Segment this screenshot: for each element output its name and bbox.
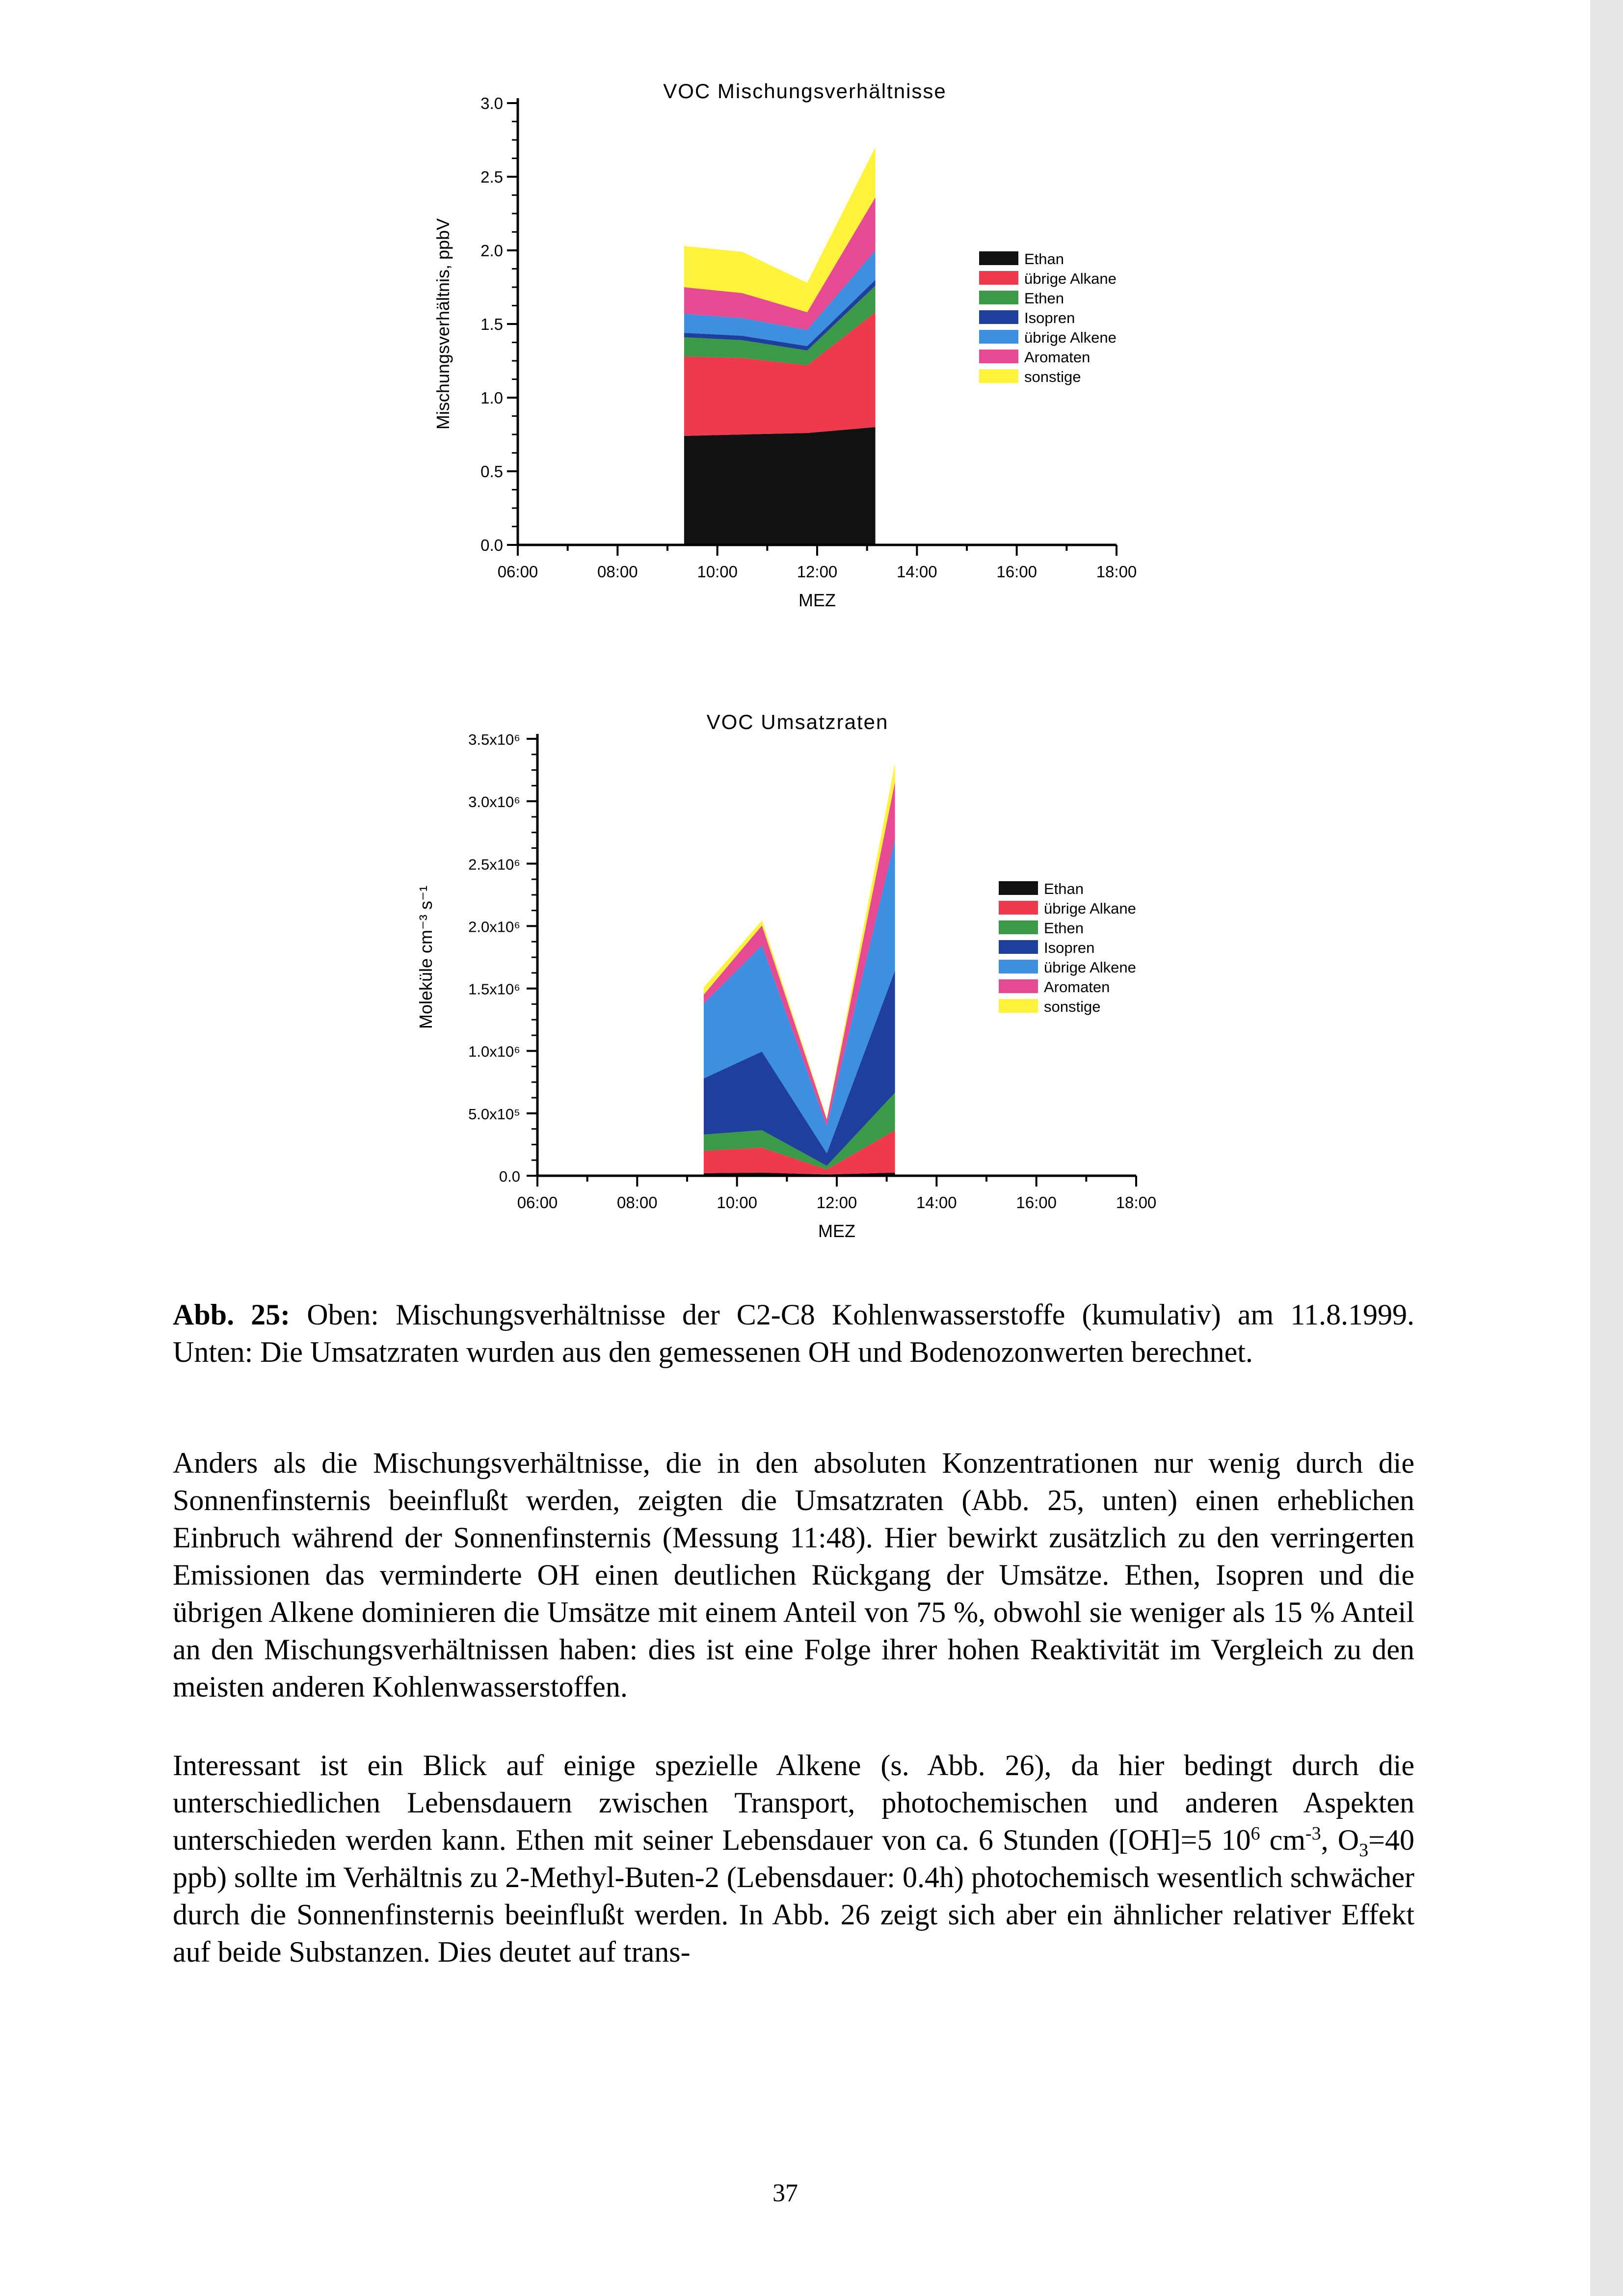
- legend-swatch-1: [999, 901, 1038, 915]
- legend-swatch-0: [999, 881, 1038, 895]
- y-tick-label: 5.0x10⁵: [468, 1105, 520, 1123]
- legend-swatch-2: [999, 920, 1038, 934]
- legend-label-1: übrige Alkane: [1044, 900, 1136, 917]
- legend-swatch-3: [999, 940, 1038, 954]
- chart-title: VOC Umsatzraten: [706, 710, 889, 733]
- x-tick-label: 16:00: [1016, 1193, 1057, 1212]
- y-tick-label: 0.5: [480, 462, 503, 481]
- y-tick-label: 0.0: [480, 536, 503, 554]
- x-tick-label: 08:00: [597, 563, 638, 581]
- y-axis-label: Moleküle cm⁻³ s⁻¹: [416, 885, 436, 1029]
- x-tick-label: 12:00: [816, 1193, 857, 1212]
- paragraph-2-sub-1: 3: [1359, 1840, 1369, 1861]
- legend-label-5: Aromaten: [1024, 349, 1091, 366]
- legend-label-5: Aromaten: [1044, 978, 1110, 996]
- legend-label-1: übrige Alkane: [1024, 270, 1117, 287]
- x-tick-label: 08:00: [617, 1193, 658, 1212]
- x-tick-label: 12:00: [797, 563, 838, 581]
- figure-caption: [173, 1296, 1414, 1371]
- paragraph-2-part-1: Interessant ist ein Blick auf einige spezielle Alkene (s. Abb. 26), da hier bedingt durch die unterschiedlichen Lebensdauern zwischen Transport, photochemischen und anderen Aspekten unterschieden werden kann. Ethen mit seiner Lebensdauer von ca. 6 Stunden ([OH]=5 10: [173, 1749, 1414, 1856]
- y-tick-label: 2.5: [480, 168, 503, 186]
- legend-label-4: übrige Alkene: [1044, 959, 1136, 976]
- legend-swatch-6: [999, 999, 1038, 1013]
- y-tick-label: 1.5: [480, 315, 503, 333]
- legend-label-0: Ethan: [1044, 880, 1084, 897]
- x-tick-label: 14:00: [897, 563, 937, 581]
- x-tick-label: 06:00: [497, 563, 538, 581]
- x-tick-label: 14:00: [916, 1193, 957, 1212]
- x-tick-label: 18:00: [1116, 1193, 1157, 1212]
- paragraph-2-part-3: , O: [1321, 1824, 1359, 1856]
- x-tick-label: 16:00: [996, 563, 1037, 581]
- paragraph-2-sup-1: 6: [1251, 1823, 1260, 1844]
- y-tick-label: 1.0: [480, 389, 503, 407]
- chart-title: VOC Mischungsverhältnisse: [663, 80, 947, 103]
- y-tick-label: 2.0: [480, 242, 503, 260]
- y-tick-label: 1.0x10⁶: [468, 1043, 520, 1060]
- caption-text: Oben: Mischungsverhältnisse der C2-C8 Kohlenwasserstoffe (kumulativ) am 11.8.1999. Unten: Die Umsatzraten wurden aus den gemessenen OH und Bodenozonwerten berechnet.: [173, 1298, 1415, 1368]
- legend-label-3: Isopren: [1044, 939, 1095, 956]
- paragraph-2-part-4: =40 ppb) sollte im Verhältnis zu 2-Methyl-Buten-2 (Lebensdauer: 0.4h) photochemisch wesentlich schwächer durch die Sonnenfinsternis beeinflußt werden. In Abb. 26 zeigt sich aber ein ähnlicher relativer Effekt auf beide Substanzen. Dies deutet auf trans-: [173, 1824, 1414, 1968]
- legend-label-6: sonstige: [1024, 368, 1081, 385]
- x-axis-label: MEZ: [818, 1221, 855, 1241]
- legend-label-4: übrige Alkene: [1024, 329, 1117, 346]
- paragraph-2-part-2: cm: [1260, 1824, 1305, 1856]
- legend-label-0: Ethan: [1024, 250, 1064, 268]
- x-tick-label: 18:00: [1096, 563, 1137, 581]
- x-tick-label: 10:00: [717, 1193, 757, 1212]
- page-number: 37: [772, 2179, 798, 2207]
- paragraph-2-sup-2: -3: [1305, 1823, 1321, 1844]
- y-tick-label: 2.5x10⁶: [468, 856, 520, 873]
- x-tick-label: 06:00: [517, 1193, 558, 1212]
- y-axis-label: Mischungsverhältnis, ppbV: [433, 218, 453, 430]
- legend-swatch-5: [999, 979, 1038, 993]
- legend-label-2: Ethen: [1044, 919, 1084, 937]
- y-tick-label: 1.5x10⁶: [468, 980, 520, 998]
- y-tick-label: 2.0x10⁶: [468, 918, 520, 936]
- legend-label-3: Isopren: [1024, 309, 1075, 326]
- caption-label: Abb. 25:: [173, 1298, 291, 1331]
- legend-label-6: sonstige: [1044, 998, 1101, 1015]
- legend-swatch-4: [999, 960, 1038, 973]
- x-axis-label: MEZ: [798, 590, 836, 610]
- paragraph-1: Anders als die Mischungsverhältnisse, die in den absoluten Konzentrationen nur wenig durch die Sonnenfinsternis beeinflußt werden, zeigten die Umsatzraten (Abb. 25, unten) einen erheblichen Einbruch während der Sonnenfinsternis (Messung 11:48). Hier bewirkt zusätzlich zu den verringerten Emissionen das verminderte OH einen deutlichen Rückgang der Umsätze. Ethen, Isopren und die übrigen Alkene dominieren die Umsätze mit einem Anteil von 75 %, obwohl sie weniger als 15 % Anteil an den Mischungsverhältnissen haben: dies ist eine Folge ihrer hohen Reaktivität im Vergleich zu den meisten anderen Kohlenwasserstoffen.: [173, 1447, 1414, 1703]
- paragraph-2: [173, 1747, 1414, 1971]
- y-tick-label: 3.5x10⁶: [468, 731, 520, 748]
- y-tick-label: 3.0: [480, 94, 503, 112]
- y-tick-label: 3.0x10⁶: [468, 793, 520, 811]
- legend-label-2: Ethen: [1024, 290, 1064, 307]
- x-tick-label: 10:00: [697, 563, 738, 581]
- y-tick-label: 0.0: [499, 1168, 520, 1185]
